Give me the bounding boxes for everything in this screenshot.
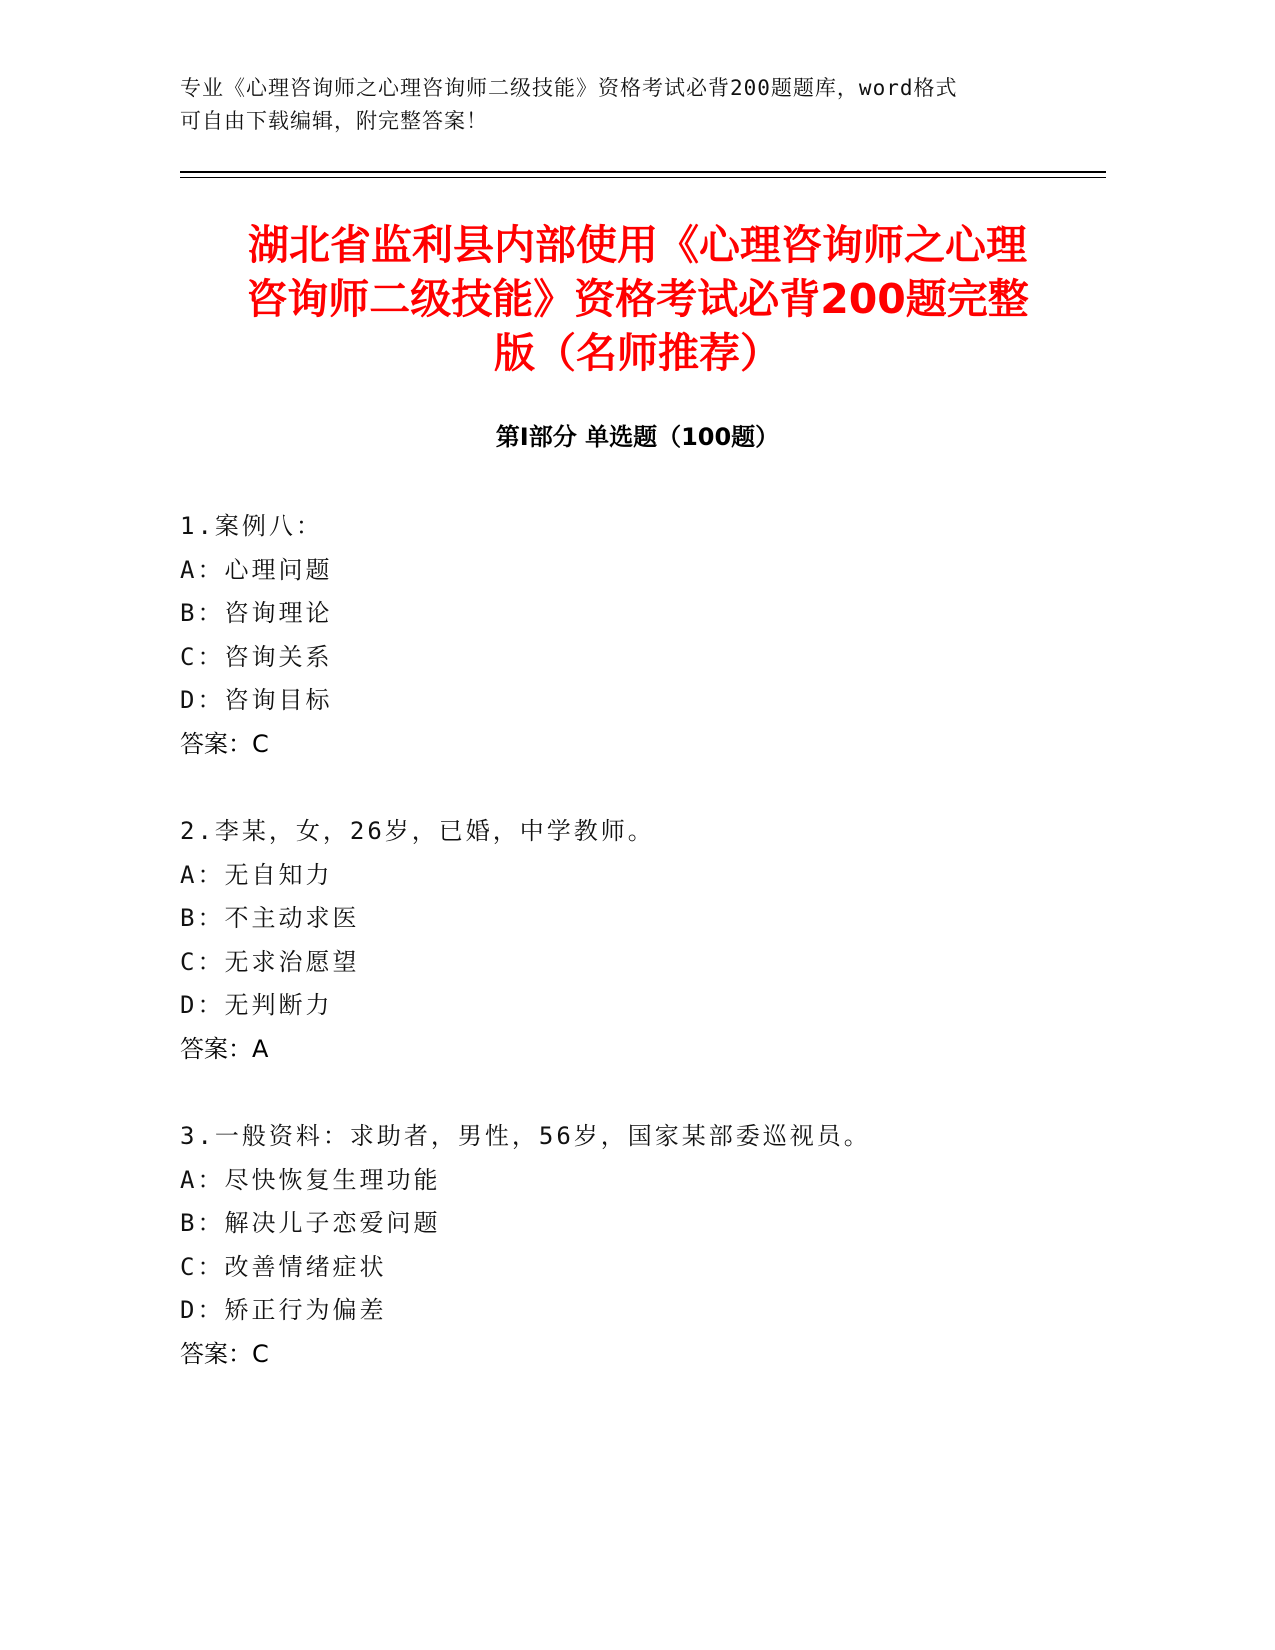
- question-option: D：矫正行为偏差: [180, 1296, 387, 1324]
- question-answer: 答案：C: [180, 1339, 269, 1368]
- header-note-line-1: 专业《心理咨询师之心理咨询师二级技能》资格考试必背200题题库，word格式: [180, 76, 958, 100]
- question-item: [180, 1115, 1180, 1376]
- question-option: A：无自知力: [180, 860, 333, 889]
- question-option: B：咨询理论: [180, 599, 333, 627]
- question-stem: 3.一般资料：求助者，男性，56岁，国家某部委巡视员。: [180, 1122, 871, 1150]
- question-stem: 2.李某，女，26岁，已婚，中学教师。: [180, 817, 655, 845]
- header-note-line-2: 可自由下载编辑，附完整答案！: [180, 109, 488, 133]
- question-item: [180, 810, 1180, 1071]
- document-title-line-1: 湖北省监利县内部使用《心理咨询师之心理: [248, 221, 1027, 269]
- question-option: A：尽快恢复生理功能: [180, 1165, 441, 1194]
- document-title: [150, 218, 1125, 380]
- question-option: C：无求治愿望: [180, 947, 360, 976]
- question-option: D：无判断力: [180, 991, 333, 1019]
- question-list: [180, 505, 1180, 1420]
- document-title-line-2: 咨询师二级技能》资格考试必背200题完整: [246, 275, 1029, 323]
- question-answer: 答案：C: [180, 729, 269, 758]
- question-stem: 1.案例八：: [180, 512, 323, 540]
- section-heading: 第Ⅰ部分 单选题（100题）: [495, 423, 780, 451]
- question-answer: 答案：A: [180, 1034, 269, 1063]
- document-header-note: [180, 72, 1060, 138]
- question-option: B：不主动求医: [180, 904, 360, 932]
- header-divider-thin: [180, 177, 1106, 178]
- question-option: C：改善情绪症状: [180, 1252, 387, 1281]
- question-option: D：咨询目标: [180, 686, 333, 714]
- header-divider-thick: [180, 171, 1106, 173]
- document-title-line-3: 版（名师推荐）: [494, 329, 781, 377]
- question-option: B：解决儿子恋爱问题: [180, 1209, 441, 1237]
- question-option: C：咨询关系: [180, 642, 333, 671]
- question-option: A：心理问题: [180, 555, 333, 584]
- question-item: [180, 505, 1180, 766]
